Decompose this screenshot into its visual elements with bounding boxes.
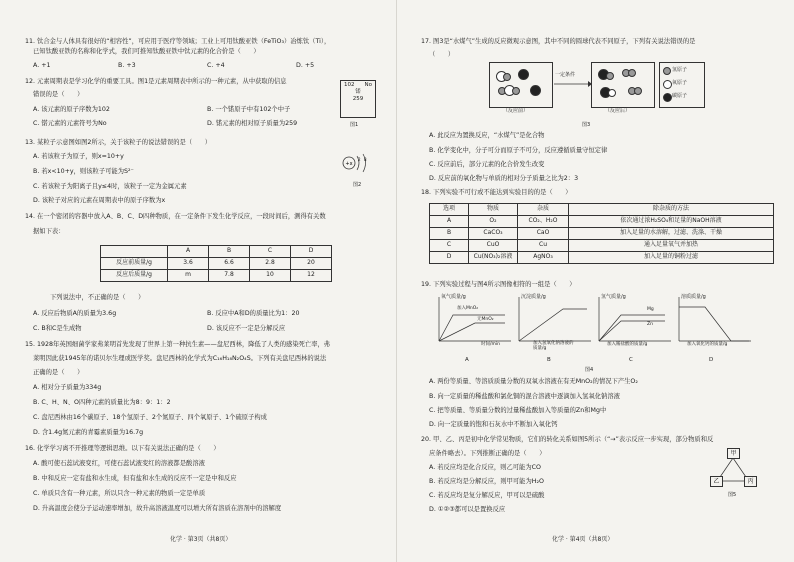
q20-stem-line1: 20. 甲、乙、丙是初中化学常见物质，它们的转化关系如图5所示（“→”表示反应一步实现，部分物质和反: [421, 436, 714, 443]
element-card: [340, 80, 376, 118]
q17-option-a: A. 此反应为置换反应，“水煤气”是化合物: [429, 132, 545, 139]
legend-hydrogen: 氢原子: [672, 67, 688, 73]
graph-b-ylabel: 沉淀质量/g: [521, 294, 546, 300]
q11-stem-line1: 11. 钛合金与人体具有很好的“相容性”，可应用于医疗等领域；工业上可用钛酸亚铁（FeTiO₃）冶炼钛（Ti），: [25, 38, 331, 45]
q16-option-d: D. 升高温度会使分子运动速率增加，故升高溶液温度可以增大所有溶质在溶剂中的溶解度: [33, 505, 282, 512]
atom-legend: [659, 62, 705, 108]
table-cell: AgNO₃: [518, 252, 569, 264]
table-row: [101, 258, 332, 270]
reaction-before-label: （反应前）: [503, 108, 529, 114]
table-cell: 12: [291, 270, 332, 282]
table-header-cell: B: [209, 246, 250, 258]
q11-option-d: D. +5: [296, 62, 315, 69]
fig3-caption: 图3: [582, 122, 591, 128]
reaction-before-box: [489, 62, 553, 108]
graph-c-label-mg: Mg: [647, 307, 654, 312]
fig4-caption: 图4: [585, 367, 594, 373]
q20-option-c: C. 若反应均是复分解反应，甲可以是硫酸: [429, 492, 545, 499]
q13-option-d: D. 该粒子对应的元素在周期表中的原子序数为x: [33, 197, 166, 204]
table-header-cell: 选项: [430, 204, 469, 216]
q15-stem-line3: 正确的是（ ）: [33, 369, 84, 376]
node-yi: 乙: [710, 476, 723, 487]
q13-stem: 13. 某粒子示意图如图2所示，关于该粒子的说法错误的是（ ）: [25, 139, 212, 146]
table-cell: CuO: [469, 240, 518, 252]
table-cell: D: [430, 252, 469, 264]
table-row: [430, 252, 774, 264]
table-cell: C: [430, 240, 469, 252]
table-row: [101, 270, 332, 282]
table-row: [430, 240, 774, 252]
table-cell: 依次通过浓H₂SO₄和足量的NaOH溶液: [569, 216, 774, 228]
table-header-row: [430, 204, 774, 216]
graph-a-label-mno2: 加入MnO₂: [457, 306, 479, 311]
graph-c-label-zn: Zn: [647, 322, 653, 327]
q19-option-c: C. 把等质量、等质量分数的过量稀盐酸加入等质量的Zn和Mg中: [429, 407, 607, 414]
q14-option-a: A. 反应后物质A的质量为3.6g: [33, 310, 117, 317]
graph-a: [435, 295, 513, 350]
graph-b-xlabel: 加入氢氧化钠溶液的质量/g: [533, 341, 574, 351]
q17-option-d: D. 反应前的氧化物与单质的相对分子质量之比为2：3: [429, 175, 579, 182]
q18-stem: 18. 下列实验不可行或不能达到实验目的的是（ ）: [421, 189, 572, 196]
graph-c-ylabel: 氢气质量/g: [601, 294, 626, 300]
q14-stem-line2: 据如下表：: [33, 228, 65, 235]
q14-option-b: B. 反应中A和D的质量比为1：20: [207, 310, 300, 317]
q11-option-c: C. +4: [207, 62, 225, 69]
node-bing: 丙: [744, 476, 757, 487]
graph-d-letter: D: [709, 357, 714, 363]
q17-option-c: C. 反应前后，部分元素的化合价发生改变: [429, 161, 545, 168]
table-header-cell: A: [168, 246, 209, 258]
page-footer-left: 化学 · 第3页（共8页）: [170, 535, 232, 543]
table-header-cell: 除杂质的方法: [569, 204, 774, 216]
table-cell: 6.6: [209, 258, 250, 270]
table-header-cell: C: [250, 246, 291, 258]
table-cell: 反应后质量/g: [101, 270, 168, 282]
table-cell: CaCO₃: [469, 228, 518, 240]
table-cell: Cu: [518, 240, 569, 252]
table-cell: m: [168, 270, 209, 282]
svg-text:8: 8: [364, 157, 367, 162]
q14-data-table: [100, 245, 332, 282]
q15-option-b: B. C、H、N、O四种元素的质量比为8：9：1：2: [33, 399, 171, 406]
table-row: [430, 228, 774, 240]
table-cell: CO₂、H₂O: [518, 216, 569, 228]
table-cell: 反应前质量/g: [101, 258, 168, 270]
element-symbol: No: [364, 82, 372, 88]
q15-stem-line1: 15. 1928年英国细菌学家弗莱明首先发现了世界上第一种抗生素——盘尼西林，降低了人类的感染死亡率，弗: [25, 341, 331, 348]
q16-option-b: B. 中和反应一定有盐和水生成，但有盐和水生成的反应不一定是中和反应: [33, 475, 237, 482]
q19-option-b: B. 向一定质量的稀盐酸和氯化铜的混合溶液中逐滴加入氢氧化钠溶液: [429, 393, 620, 400]
element-name: 锘: [355, 89, 361, 96]
right-page: [397, 0, 794, 562]
graph-a-ylabel: 氧气质量/g: [441, 294, 466, 300]
node-jia: 甲: [727, 448, 740, 459]
graph-d-ylabel: 溶质质量/g: [681, 294, 706, 300]
graph-c-xlabel: 加入稀盐酸的质量/g: [607, 342, 648, 347]
svg-text:+x: +x: [345, 161, 353, 167]
graph-c-letter: C: [629, 357, 633, 363]
table-header-cell: [101, 246, 168, 258]
reaction-condition: 一定条件: [555, 72, 576, 78]
q19-option-d: D. 向一定质量的饱和石灰水中不断加入氧化钙: [429, 421, 558, 428]
q14-stem-line3: 下列说法中，不正确的是（ ）: [50, 294, 145, 301]
q11-option-a: A. +1: [33, 62, 51, 69]
table-cell: 加入足量的水溶解，过滤、洗涤、干燥: [569, 228, 774, 240]
q12-stem-line1: 12. 元素周期表是学习化学的重要工具。图1是元素周期表中所示的一种元素，从中获取的信息: [25, 78, 287, 85]
table-header-cell: 物质: [469, 204, 518, 216]
q12-option-c: C. 锘元素的元素符号为No: [33, 120, 107, 127]
q19-option-a: A. 两份等质量、等溶质质量分数的双氧水溶液在有无MnO₂的情况下产生O₂: [429, 378, 638, 385]
q13-option-a: A. 若该粒子为原子，则x=10+y: [33, 153, 124, 160]
graph-d-xlabel: 加入氧化钙的质量/g: [687, 342, 728, 347]
table-cell: 2.8: [250, 258, 291, 270]
table-cell: Cu(NO₃)₂溶液: [469, 252, 518, 264]
table-cell: 通入足量氧气并加热: [569, 240, 774, 252]
table-cell: 3.6: [168, 258, 209, 270]
q14-option-c: C. B和C是生成物: [33, 325, 82, 332]
q12-stem-line2: 错误的是（ ）: [33, 91, 84, 98]
graph-a-letter: A: [465, 357, 469, 363]
atom-structure-diagram: [338, 152, 374, 174]
graph-a-label-no-mno2: 无MnO₂: [477, 317, 494, 322]
q12-option-d: D. 锘元素的相对原子质量为259: [207, 120, 298, 127]
q16-option-c: C. 单质只含有一种元素，所以只含一种元素的物质一定是单质: [33, 490, 206, 497]
graph-b-letter: B: [547, 357, 551, 363]
q11-stem-line2: 已知钛酸亚铁的名称和化学式，我们可推知钛酸亚铁中钛元素的化合价是（ ）: [33, 48, 260, 55]
svg-text:2: 2: [358, 157, 361, 162]
q15-option-d: D. 含1.4g氮元素的青霉素质量为16.7g: [33, 429, 144, 436]
q18-data-table: [429, 203, 774, 264]
reaction-after-label: （反应后）: [605, 108, 631, 114]
fig5-caption: 图5: [728, 492, 737, 498]
table-row: [430, 216, 774, 228]
q14-stem-line1: 14. 在一个密闭的容器中放入A、B、C、D四种物质，在一定条件下发生化学反应，一段时间后，测得有关数: [25, 213, 326, 220]
q13-option-b: B. 若x<10+y，则该粒子可能为S²⁻: [33, 168, 134, 175]
q20-option-b: B. 若反应均是分解反应，则甲可能为H₂O: [429, 478, 544, 485]
table-header-row: [101, 246, 332, 258]
q15-option-c: C. 盘尼西林由16个碳原子、18个氢原子、2个氮原子、四个氧原子、1个硫原子构成: [33, 414, 267, 421]
q17-option-b: B. 化学变化中，分子可分而原子不可分，反应遵循质量守恒定律: [429, 147, 608, 154]
q15-stem-line2: 莱明因此获1945年的诺贝尔生理或医学奖。盘尼西林的化学式为C₁₆H₁₈N₂O₄S。下列有关盘尼西林的说法: [33, 355, 327, 362]
q15-option-a: A. 相对分子质量为334g: [33, 384, 102, 391]
table-cell: CaO: [518, 228, 569, 240]
table-cell: 20: [291, 258, 332, 270]
table-header-cell: D: [291, 246, 332, 258]
q14-option-d: D. 该反应不一定是分解反应: [207, 325, 286, 332]
q16-stem: 16. 化学学习离不开推理等逻辑思维。以下有关说法正确的是（ ）: [25, 445, 220, 452]
q17-stem-line2: （ ）: [429, 51, 455, 58]
fig1-caption: 图1: [350, 122, 359, 128]
q16-option-a: A. 酸可使石蕊试液变红，可使石蕊试液变红的溶液都是酸溶液: [33, 460, 205, 467]
table-cell: O₂: [469, 216, 518, 228]
element-mass: 259: [352, 96, 364, 103]
fig2-caption: 图2: [353, 182, 362, 188]
legend-carbon: 碳原子: [672, 93, 688, 99]
q13-option-c: C. 若该粒子为阳离子且y≤4时，该粒子一定为金属元素: [33, 183, 187, 190]
table-cell: A: [430, 216, 469, 228]
table-cell: 7.8: [209, 270, 250, 282]
table-cell: B: [430, 228, 469, 240]
graph-a-xlabel: 时间/min: [481, 342, 501, 347]
element-number: 102: [344, 82, 355, 88]
q20-option-a: A. 若反应均是化合反应，则乙可能为CO: [429, 464, 542, 471]
table-header-cell: 杂质: [518, 204, 569, 216]
q20-option-d: D. ①②③都可以是置换反应: [429, 506, 506, 513]
page-footer-right: 化学 · 第4页（共8页）: [552, 535, 614, 543]
reaction-after-box: [591, 62, 655, 108]
q17-stem-line1: 17. 图3是“水煤气”生成的反应微观示意图，其中不同的圆球代表不同原子，下列有关说法错误的是: [421, 38, 696, 45]
table-cell: 加入足量的铜粉过滤: [569, 252, 774, 264]
q19-stem: 19. 下列实验过程与图4所示图像相符的一组是（ ）: [421, 281, 576, 288]
q11-option-b: B. +3: [118, 62, 136, 69]
q12-option-b: B. 一个锘原子中有102个中子: [207, 106, 291, 113]
q12-option-a: A. 该元素的原子序数为102: [33, 106, 110, 113]
table-cell: 10: [250, 270, 291, 282]
q20-stem-line2: 应条件略去）。下列推断正确的是（ ）: [429, 450, 546, 457]
legend-oxygen: 氧原子: [672, 80, 688, 86]
